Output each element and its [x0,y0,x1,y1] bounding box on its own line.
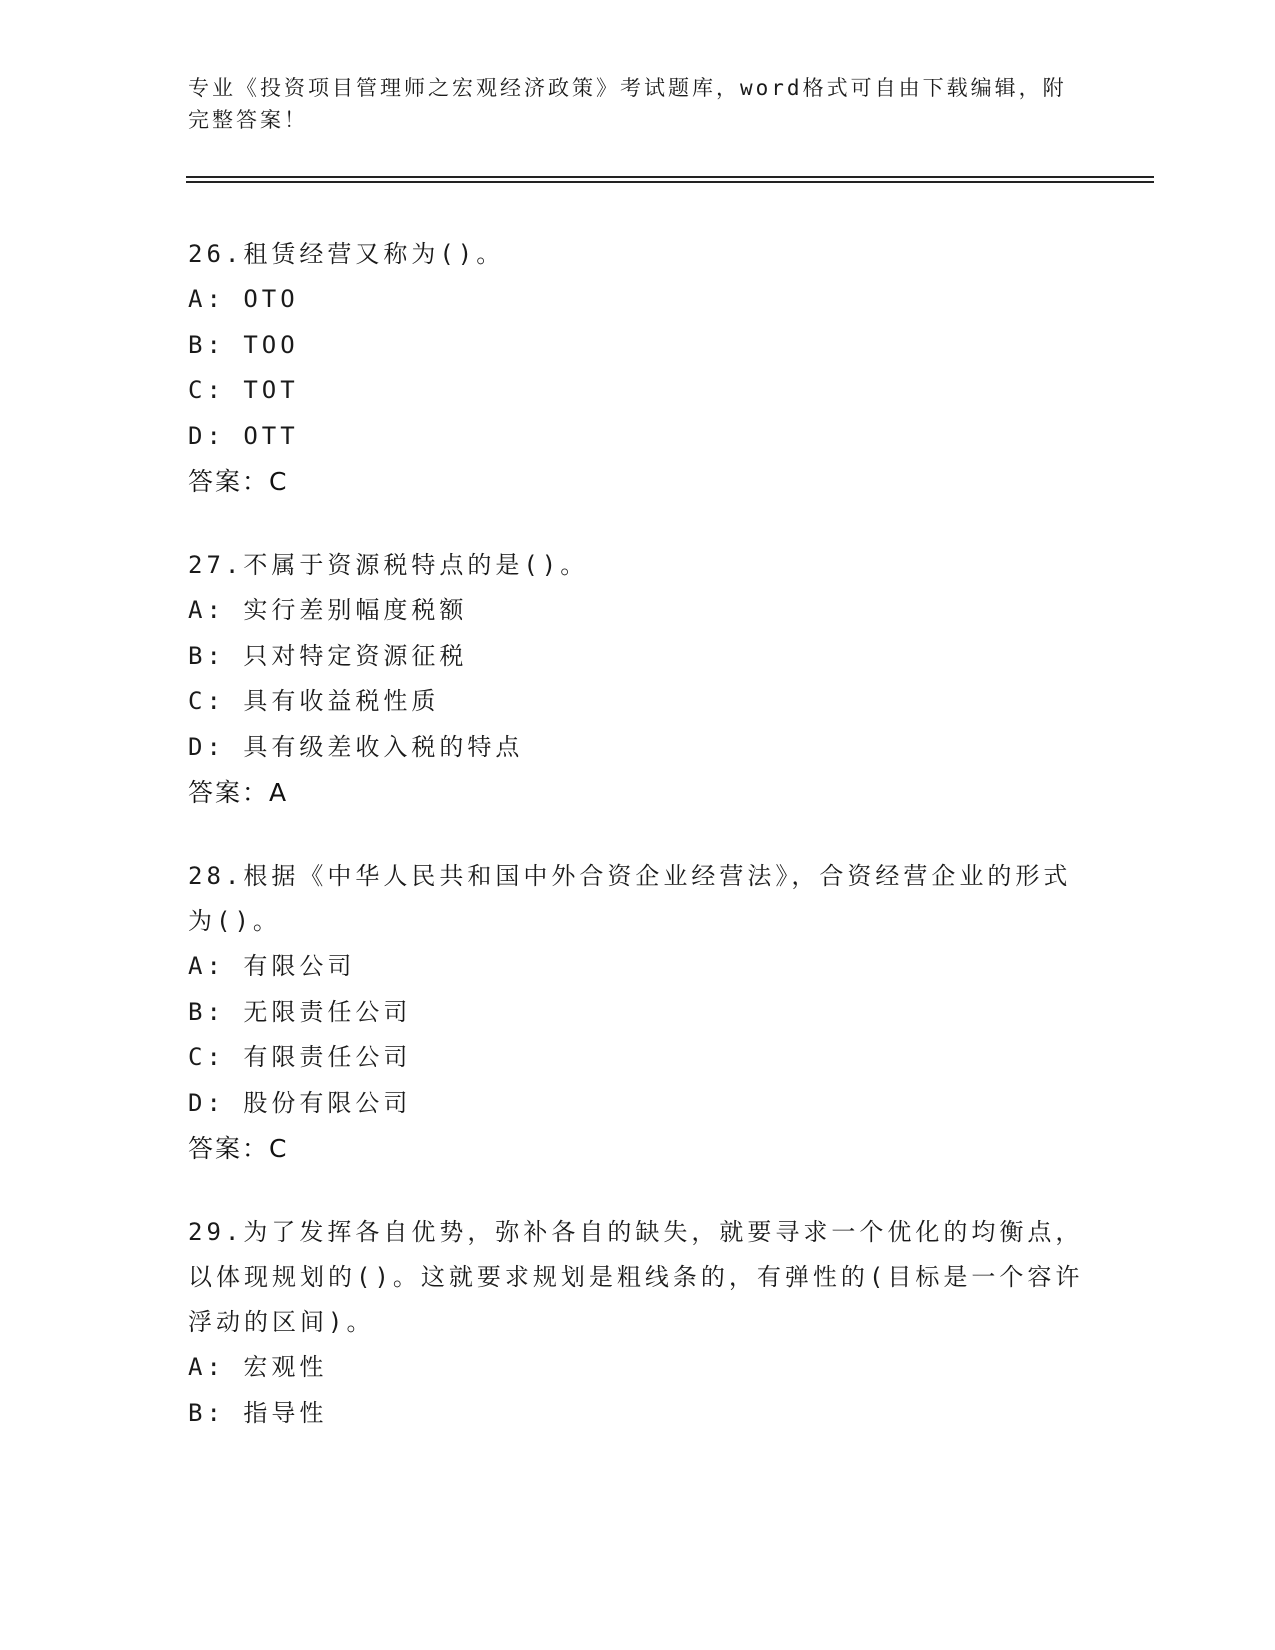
question-28 [188,854,1088,1172]
option-d: D: 股份有限公司 [188,1088,412,1117]
answer: 答案：C [188,1134,289,1163]
question-stem: 28.根据《中华人民共和国中外合资企业经营法》，合资经营企业的形式为()。 [188,862,1072,935]
question-stem: 27.不属于资源税特点的是()。 [188,551,589,579]
option-b: B: 指导性 [188,1398,328,1427]
option-b: B: TOO [188,330,299,359]
document-header: 专业《投资项目管理师之宏观经济政策》考试题库，word格式可自由下载编辑，附完整答案！ [188,76,1067,132]
option-a: A: 有限公司 [188,952,356,980]
header-divider-bottom [186,181,1154,183]
question-list [188,232,1088,1474]
option-d: D: OTT [188,421,299,450]
header-divider-top [186,176,1154,178]
option-c: C: 有限责任公司 [188,1043,412,1071]
option-b: B: 只对特定资源征税 [188,641,468,670]
question-29 [188,1210,1088,1436]
option-a: A: OTO [188,285,299,313]
answer: 答案：C [188,467,289,496]
option-c: C: TOT [188,376,299,404]
option-b: B: 无限责任公司 [188,997,412,1026]
answer: 答案：A [188,778,289,807]
option-d: D: 具有级差收入税的特点 [188,732,524,761]
question-stem: 26.租赁经营又称为()。 [188,240,505,268]
question-27 [188,543,1088,816]
option-c: C: 具有收益税性质 [188,687,440,715]
option-a: A: 宏观性 [188,1353,328,1381]
question-stem: 29.为了发挥各自优势，弥补各自的缺失，就要寻求一个优化的均衡点，以体现规划的()。这就要求规划是粗线条的，有弹性的(目标是一个容许浮动的区间)。 [188,1218,1084,1336]
option-a: A: 实行差别幅度税额 [188,596,468,624]
question-26 [188,232,1088,505]
